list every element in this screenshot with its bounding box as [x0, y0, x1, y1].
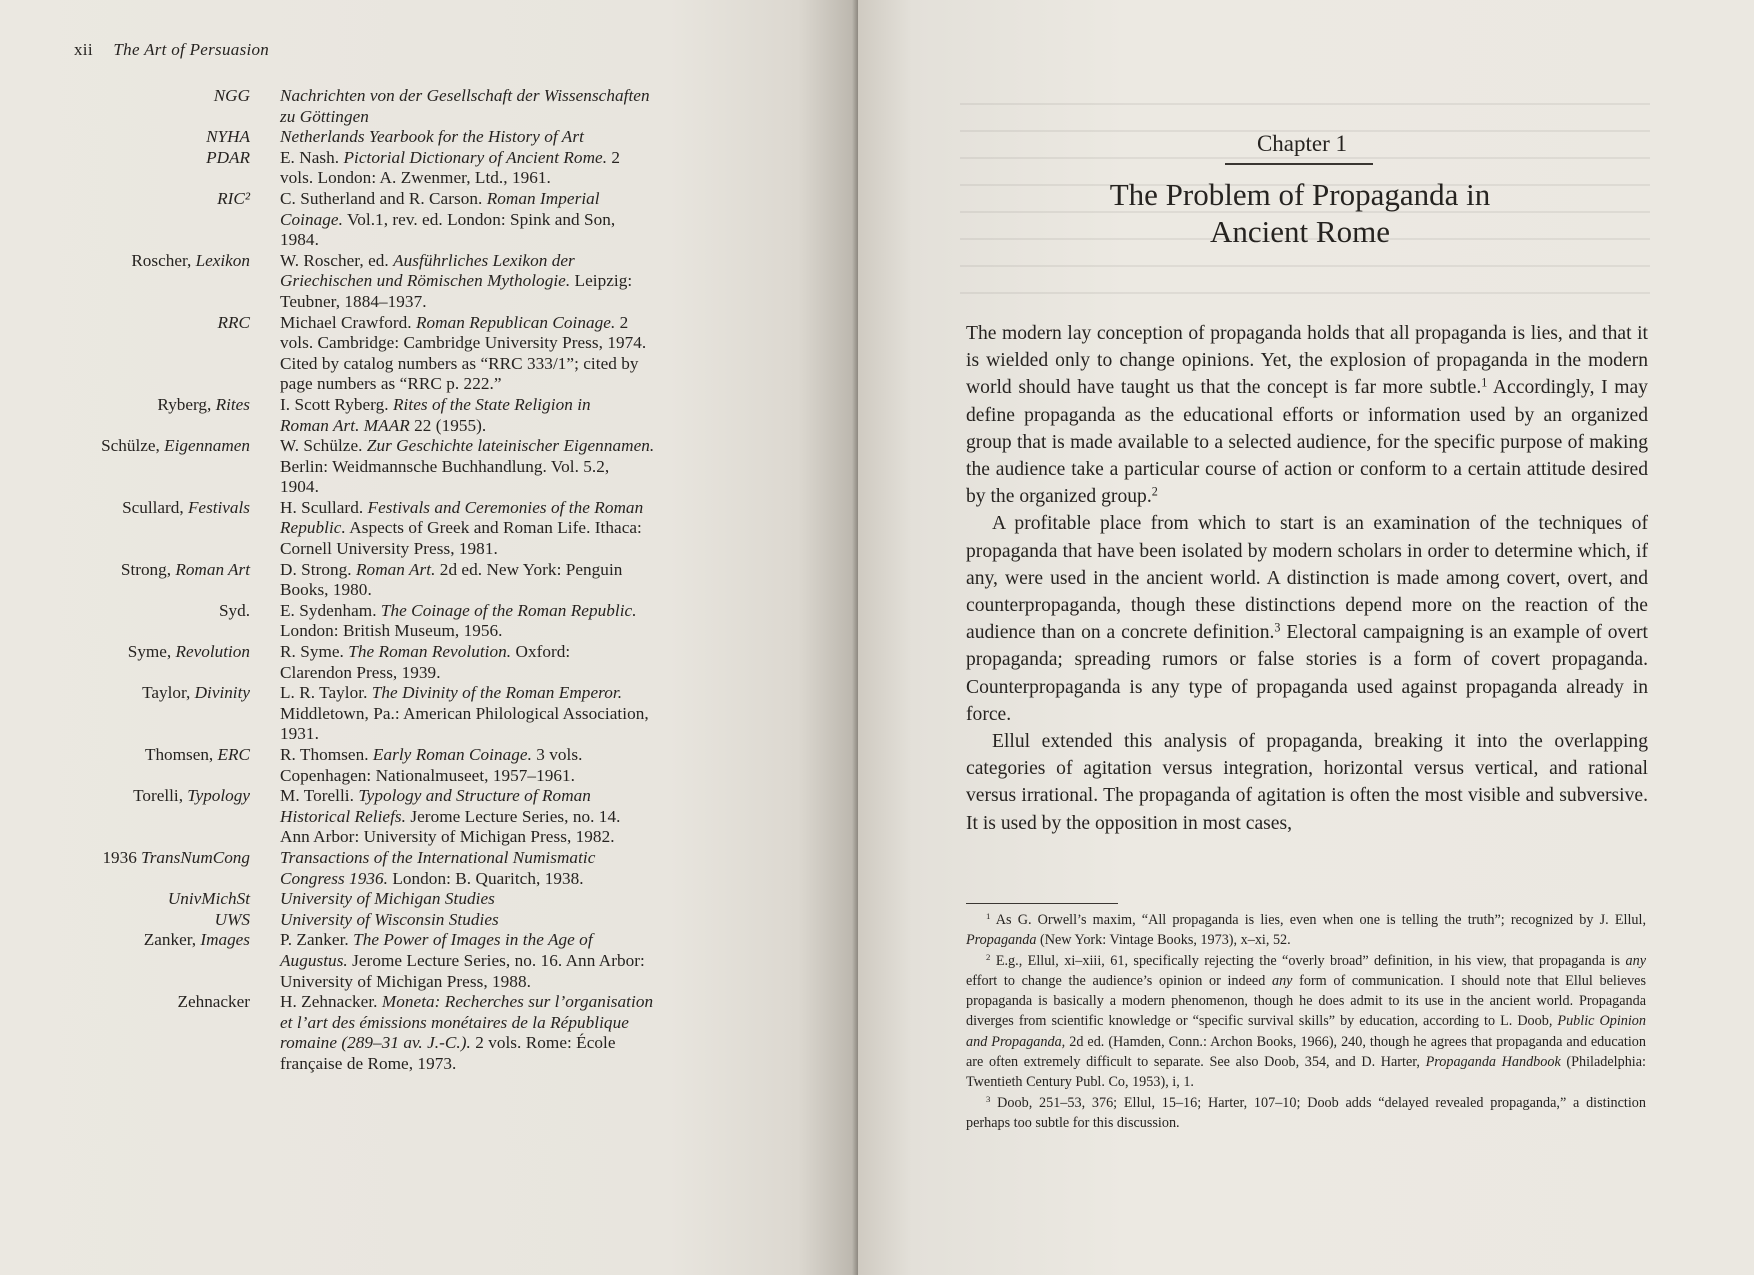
body-text-run: Accordingly, I may define propaganda as the educational efforts or information used by an organized group that is made available to a selected audience, for the specific purpose of making the audience take a particular course of action or conform to a certain attitude desired by the organized group. [966, 377, 1648, 508]
reference-line [280, 848, 764, 869]
abbreviation-key [74, 992, 280, 1074]
abbreviation-reference [280, 498, 764, 560]
reference-line [280, 271, 764, 292]
reference-line [280, 724, 764, 745]
abbreviation-reference [280, 745, 764, 786]
reference-text: 2 [607, 147, 621, 167]
footnote [966, 951, 1646, 1093]
reference-text: Festivals and Ceremonies of the Roman [367, 497, 644, 517]
footnote-text: (Philadelphia: Twentieth Century Publ. Co, 1953), i, 1. [966, 1054, 1646, 1091]
reference-line [280, 621, 764, 642]
abbreviation-key-text: RRC [217, 312, 250, 332]
body-text-run: A profitable place from which to start is an examination of the techniques of propaganda that have been isolated by modern scholars in order to determine which, if any, were used in the ancient world. A distinction is made among covert, overt, and counterpropaganda, though these distinctions depend more on the reaction of the audience than on a concrete definition. [966, 513, 1648, 644]
reference-text: London: British Museum, 1956. [280, 621, 503, 641]
reference-text: 3 vols. [531, 745, 583, 764]
reference-line [280, 704, 764, 725]
reference-line [280, 930, 764, 951]
body-text-run: Ellul extended this analysis of propaganda, breaking it into the overlapping categories of agitation versus integration, horizontal versus vertical, and rational versus irrational. The propaganda of agitation is often the most visible and subversive. It is used by the opposition in most cases, [966, 731, 1648, 834]
reference-text: W. Roscher, ed. [280, 250, 394, 270]
abbreviation-reference [280, 86, 764, 127]
footnote [966, 910, 1646, 951]
abbreviation-reference [280, 189, 764, 251]
reference-text: Michael Crawford. [280, 312, 416, 332]
reference-text: E. Sydenham. [280, 600, 381, 620]
footnote-text: Doob, 251–53, 376; Ellul, 15–16; Harter, 107–10; Doob adds “delayed revealed propaganda,” a distinction perhaps too subtle for this discussion. [966, 1094, 1646, 1131]
reference-text: Rites of the State Religion in [393, 394, 591, 414]
reference-text: Oxford: [511, 642, 571, 662]
reference-text: Nachrichten von der Gesellschaft der Wissenschaften [280, 86, 650, 105]
reference-text: Cornell University Press, 1981. [280, 539, 498, 559]
reference-line [280, 210, 764, 231]
abbreviation-key-text: UWS [214, 909, 250, 929]
reference-line [280, 580, 764, 601]
reference-text: M. Torelli. [280, 786, 359, 806]
body-text-run: The modern lay conception of propaganda holds that all propaganda is lies, and that it is wielded only to change opinions. Yet, the explosion of propaganda in the modern world should have taught us that the concept is far more subtle. [966, 323, 1648, 399]
reference-text: zu Göttingen [280, 106, 369, 126]
footnote-text: 2d ed. (Hamden, Conn.: Archon Books, 1966), 240, though he agrees that propaganda and education are often extremely difficult to separate. See also Doob, 354, and D. Harter, [966, 1033, 1646, 1071]
reference-line [280, 642, 764, 663]
reference-text: Griechischen und Römischen Mythologie. [280, 271, 571, 291]
reference-text: Books, 1980. [280, 580, 372, 600]
abbreviation-reference [280, 148, 764, 189]
abbreviation-entry [74, 148, 764, 189]
footnote-text: form of communication. I should note that Ellul believes propaganda is basically a modern phenomenon, though he does admit to its use in the ancient world. Propaganda diverges from scientific knowledge or “specific survival skills” by education, according to L. Doob, [966, 972, 1646, 1030]
abbreviation-key-text: Ryberg, [157, 394, 216, 414]
abbreviation-key [74, 683, 280, 745]
abbreviation-entry [74, 786, 764, 848]
abbreviation-entry [74, 189, 764, 251]
abbreviation-key-text: Syd. [218, 600, 250, 620]
abbreviation-reference [280, 992, 764, 1074]
reference-line [280, 354, 764, 375]
footnote-marker: 2 [1151, 484, 1158, 499]
footnote-number: 3 [986, 1093, 991, 1104]
abbreviation-reference [280, 930, 764, 992]
reference-line [280, 745, 764, 766]
body-text [966, 320, 1648, 837]
reference-text: Cited by catalog numbers as “RRC 333/1”; cited by [280, 353, 639, 373]
reference-line [280, 807, 764, 828]
abbreviation-key-italic: TransNumCong [141, 847, 250, 867]
abbreviation-key [74, 313, 280, 395]
abbreviation-key-italic: Images [200, 930, 250, 950]
abbreviation-key [74, 848, 280, 889]
reference-text: française de Rome, 1973. [280, 1053, 457, 1073]
reference-text: Aspects of Greek and Roman Life. Ithaca: [345, 518, 642, 538]
reference-text: The Roman Revolution. [348, 642, 512, 662]
reference-line [280, 313, 764, 334]
reference-text: Republic. [280, 518, 346, 538]
reference-line [280, 251, 764, 272]
reference-text: romaine (289–31 av. J.-C.). [280, 1033, 471, 1053]
body-paragraph [966, 320, 1648, 510]
reference-text: Ausführliches Lexikon der [393, 250, 575, 270]
reference-line [280, 1013, 764, 1034]
abbreviation-key-text: Zehnacker [177, 992, 250, 1012]
reference-line [280, 374, 764, 395]
abbreviation-key-text: Schülze, [101, 436, 165, 456]
abbreviation-key-text: NGG [213, 86, 250, 105]
reference-line [280, 869, 764, 890]
reference-text: 1904. [280, 477, 319, 497]
abbreviation-key-italic: Eigennamen [164, 436, 250, 456]
footnote-text: Public Opinion and Propaganda, [966, 1013, 1646, 1050]
abbreviation-key-italic: Roman Art [175, 559, 250, 579]
reference-text: H. Zehnacker. [280, 992, 382, 1012]
reference-line [280, 107, 764, 128]
abbreviation-key [74, 889, 280, 910]
abbreviation-key-italic: Lexikon [195, 250, 250, 270]
reference-line [280, 86, 764, 107]
abbreviation-entry [74, 745, 764, 786]
abbreviation-key-text: NYHA [206, 127, 250, 147]
abbreviation-key-italic: Festivals [187, 497, 250, 517]
footnote-marker: 3 [1274, 620, 1281, 635]
abbreviation-reference [280, 601, 764, 642]
reference-line [280, 1033, 764, 1054]
reference-text: University of Wisconsin Studies [280, 909, 499, 929]
reference-line [280, 910, 764, 931]
chapter-label: Chapter 1 [1256, 131, 1348, 156]
chapter-title-line: The Problem of Propaganda in [1109, 177, 1491, 212]
abbreviation-reference [280, 642, 764, 683]
abbreviation-reference [280, 313, 764, 395]
reference-text: Copenhagen: Nationalmuseet, 1957–1961. [280, 765, 575, 785]
reference-text: Roman Republican Coinage. [415, 312, 616, 332]
reference-text: et l’art des émissions monétaires de la République [280, 1012, 629, 1032]
left-page [0, 0, 858, 1275]
reference-text: 2d ed. New York: Penguin [435, 559, 623, 579]
reference-text: page numbers as “RRC p. 222.” [280, 374, 502, 394]
abbreviation-reference [280, 848, 764, 889]
footnote-text: any [1625, 952, 1646, 969]
abbreviation-key-italic: Rites [215, 394, 250, 414]
abbreviation-key-text: Syme, [127, 642, 176, 662]
footnote-text: (New York: Vintage Books, 1973), x–xi, 52. [1036, 932, 1291, 949]
body-paragraph [966, 510, 1648, 728]
reference-text: Early Roman Coinage. [372, 745, 532, 764]
reference-text: Coinage. [280, 209, 343, 229]
reference-text: Historical Reliefs. [280, 806, 407, 826]
reference-text: R. Syme. [280, 642, 349, 662]
reference-line [280, 457, 764, 478]
reference-text: University of Michigan Press, 1988. [280, 971, 531, 991]
abbreviation-reference [280, 889, 764, 910]
abbreviation-reference [280, 786, 764, 848]
reference-text: Clarendon Press, 1939. [280, 662, 441, 682]
running-head [74, 40, 269, 60]
reference-text: Zur Geschichte lateinischer Eigennamen. [366, 436, 655, 456]
abbreviation-key [74, 86, 280, 127]
reference-line [280, 189, 764, 210]
reference-text: 22 (1955). [409, 415, 487, 435]
reference-text: Typology and Structure of Roman [358, 786, 591, 806]
abbreviation-key-text: Torelli, [133, 786, 188, 806]
reference-text: 1984. [280, 230, 319, 250]
abbreviation-entry [74, 127, 764, 148]
abbreviation-reference [280, 910, 764, 931]
abbreviation-key [74, 930, 280, 992]
reference-text: I. Scott Ryberg. [280, 394, 393, 414]
reference-line [280, 601, 764, 622]
abbreviation-key [74, 251, 280, 313]
reference-text: Netherlands Yearbook for the History of Art [280, 127, 584, 147]
abbreviation-key [74, 642, 280, 683]
reference-line [280, 539, 764, 560]
reference-line [280, 230, 764, 251]
abbreviation-entry [74, 251, 764, 313]
footnote-number: 1 [986, 911, 991, 922]
abbreviation-reference [280, 127, 764, 148]
reference-text: L. R. Taylor. [280, 683, 372, 703]
reference-text: Leipzig: [570, 271, 633, 291]
abbreviation-entry [74, 889, 764, 910]
reference-text: Teubner, 1884–1937. [280, 291, 427, 311]
body-text-run: Electoral campaigning is an example of overt propaganda; spreading rumors or false stories is a form of covert propaganda. Counterpropaganda is any type of propaganda used against propaganda already in force. [966, 622, 1648, 725]
reference-text: W. Schülze. [280, 436, 367, 456]
abbreviation-reference [280, 436, 764, 498]
reference-line [280, 683, 764, 704]
abbreviation-key-text: Scullard, [122, 497, 188, 517]
reference-text: 2 vols. Rome: École [470, 1033, 616, 1053]
reference-text: Jerome Lecture Series, no. 16. Ann Arbor: [347, 950, 645, 970]
footnote-text: As G. Orwell’s maxim, “All propaganda is lies, even when one is telling the truth”; recognized by J. Ellul, [990, 912, 1646, 928]
reference-text: Berlin: Weidmannsche Buchhandlung. Vol. 5.2, [280, 456, 610, 476]
running-title: The Art of Persuasion [113, 40, 270, 59]
abbreviation-key-text: Strong, [120, 559, 176, 579]
abbreviation-entry [74, 498, 764, 560]
reference-line [280, 518, 764, 539]
abbreviation-key [74, 560, 280, 601]
footnote-text: any [1271, 972, 1293, 989]
abbreviation-key-italic: Typology [187, 786, 250, 806]
abbreviation-entry [74, 683, 764, 745]
reference-text: H. Scullard. [280, 497, 368, 517]
footnote-rule [966, 903, 1118, 904]
reference-text: Ann Arbor: University of Michigan Press, 1982. [280, 827, 615, 847]
reference-text: Congress 1936. [280, 868, 388, 888]
reference-line [280, 333, 764, 354]
reference-line [280, 148, 764, 169]
reference-line [280, 889, 764, 910]
abbreviation-key-text: Taylor, [142, 683, 195, 703]
abbreviation-key-italic: ERC [217, 745, 250, 764]
abbreviation-reference [280, 683, 764, 745]
abbreviation-key [74, 601, 280, 642]
abbreviation-key [74, 395, 280, 436]
abbreviations-list [74, 86, 764, 1075]
abbreviation-entry [74, 601, 764, 642]
reference-text: Moneta: Recherches sur l’organisation [381, 992, 654, 1012]
reference-line [280, 292, 764, 313]
footnotes [966, 910, 1646, 1133]
reference-text: University of Michigan Studies [280, 889, 495, 909]
abbreviation-reference [280, 395, 764, 436]
abbreviation-key-text: UnivMichSt [167, 889, 250, 909]
reference-text: The Divinity of the Roman Emperor. [371, 683, 623, 703]
abbreviation-key [74, 189, 280, 251]
footnote-text: effort to change the audience’s opinion or indeed [966, 972, 1272, 989]
reference-text: Augustus. [280, 950, 348, 970]
footnote-text: Propaganda Handbook [1425, 1054, 1561, 1071]
abbreviation-key-text: Zanker, [143, 930, 201, 950]
abbreviation-entry [74, 395, 764, 436]
footnote-text: E.g., Ellul, xi–xiii, 61, specifically rejecting the “overly broad” definition, in his view, that propaganda is [990, 952, 1626, 969]
reference-text: The Coinage of the Roman Republic. [380, 600, 637, 620]
abbreviation-key [74, 148, 280, 189]
chapter-title [1040, 176, 1560, 250]
chapter-rule [1225, 163, 1373, 165]
reference-text: Roman Art. [356, 559, 436, 579]
reference-text: C. Sutherland and R. Carson. [280, 188, 487, 208]
abbreviation-entry [74, 910, 764, 931]
reference-text: vols. London: A. Zwenmer, Ltd., 1961. [280, 168, 551, 188]
abbreviation-entry [74, 848, 764, 889]
abbreviation-key [74, 910, 280, 931]
reference-line [280, 395, 764, 416]
reference-text: London: B. Quaritch, 1938. [387, 868, 584, 888]
reference-text: vols. Cambridge: Cambridge University Press, 1974. [280, 333, 647, 353]
abbreviation-key [74, 498, 280, 560]
abbreviation-entry [74, 436, 764, 498]
reference-text: P. Zanker. [280, 930, 354, 950]
reference-line [280, 972, 764, 993]
reference-line [280, 436, 764, 457]
reference-text: The Power of Images in the Age of [353, 930, 593, 950]
reference-line [280, 168, 764, 189]
abbreviation-entry [74, 930, 764, 992]
reference-text: 1931. [280, 724, 319, 744]
abbreviation-entry [74, 642, 764, 683]
reference-text: Jerome Lecture Series, no. 14. [406, 806, 621, 826]
chapter-title-line: Ancient Rome [1210, 214, 1390, 249]
footnote-marker: 1 [1481, 375, 1488, 390]
reference-text: Vol.1, rev. ed. London: Spink and Son, [342, 209, 616, 229]
reference-text: Transactions of the International Numismatic [280, 847, 596, 867]
page-number: xii [74, 40, 93, 59]
abbreviation-key-text: 1936 [102, 847, 142, 867]
reference-line [280, 1054, 764, 1075]
abbreviation-key-text: Roscher, [131, 250, 196, 270]
reference-line [280, 766, 764, 787]
footnote-text: Propaganda [966, 932, 1037, 949]
abbreviation-key [74, 127, 280, 148]
abbreviation-key-text: Thomsen, [144, 745, 218, 764]
abbreviation-entry [74, 86, 764, 127]
reference-line [280, 786, 764, 807]
reference-text: Roman Imperial [486, 188, 600, 208]
body-paragraph [966, 728, 1648, 837]
abbreviation-key-italic: Revolution [175, 642, 250, 662]
reference-line [280, 416, 764, 437]
abbreviation-entry [74, 560, 764, 601]
reference-line [280, 827, 764, 848]
reference-text: R. Thomsen. [280, 745, 373, 764]
abbreviation-key-text: RIC² [217, 188, 250, 208]
reference-line [280, 498, 764, 519]
abbreviation-key-italic: Divinity [194, 683, 250, 703]
reference-text: D. Strong. [280, 559, 356, 579]
abbreviation-key [74, 786, 280, 848]
abbreviation-reference [280, 560, 764, 601]
reference-line [280, 992, 764, 1013]
reference-text: Roman Art. MAAR [280, 415, 410, 435]
reference-line [280, 127, 764, 148]
reference-line [280, 663, 764, 684]
abbreviation-key-text: PDAR [206, 147, 250, 167]
abbreviation-entry [74, 313, 764, 395]
abbreviation-key [74, 745, 280, 786]
footnote [966, 1093, 1646, 1134]
reference-line [280, 477, 764, 498]
abbreviation-key [74, 436, 280, 498]
reference-line [280, 951, 764, 972]
reference-text: 2 [615, 312, 629, 332]
reference-text: E. Nash. [280, 147, 344, 167]
abbreviation-reference [280, 251, 764, 313]
footnote-number: 2 [986, 951, 991, 962]
reference-line [280, 560, 764, 581]
reference-text: Pictorial Dictionary of Ancient Rome. [343, 147, 608, 167]
abbreviation-entry [74, 992, 764, 1074]
reference-text: Middletown, Pa.: American Philological Association, [280, 703, 649, 723]
